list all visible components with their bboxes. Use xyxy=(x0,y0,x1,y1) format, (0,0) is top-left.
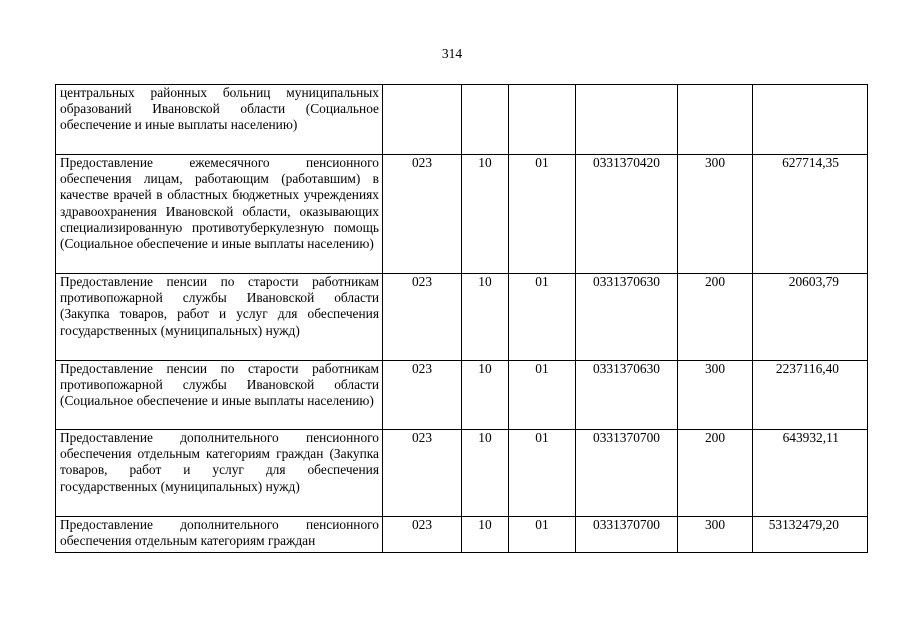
cell-amount: 643932,11 xyxy=(753,430,868,517)
cell-subsection-code xyxy=(509,85,576,155)
cell-ministry-code xyxy=(383,85,462,155)
table-row xyxy=(56,274,868,361)
cell-expense-type: 300 xyxy=(678,361,753,430)
cell-amount xyxy=(753,85,868,155)
cell-amount: 53132479,20 xyxy=(753,517,868,553)
cell-expense-type: 300 xyxy=(678,517,753,553)
cell-section-code: 10 xyxy=(462,155,509,274)
cell-target-article: 0331370630 xyxy=(576,361,678,430)
cell-description: Предоставление дополнительного пенсионного обеспечения отдельным категориям граждан (Закупка товаров, работ и услуг для обеспечения государственных (муниципальных) нужд) xyxy=(56,430,383,517)
table-body xyxy=(56,85,868,553)
table-row xyxy=(56,430,868,517)
cell-section-code: 10 xyxy=(462,361,509,430)
cell-ministry-code: 023 xyxy=(383,155,462,274)
cell-subsection-code: 01 xyxy=(509,155,576,274)
cell-ministry-code: 023 xyxy=(383,517,462,553)
cell-target-article: 0331370420 xyxy=(576,155,678,274)
cell-description: Предоставление ежемесячного пенсионного обеспечения лицам, работающим (работавшим) в качестве врачей в областных бюджетных учреждениях здравоохранения Ивановской области, оказывающих специализированную противотуберкулезную помощь (Социальное обеспечение и иные выплаты населению) xyxy=(56,155,383,274)
table-row xyxy=(56,517,868,553)
cell-amount: 2237116,40 xyxy=(753,361,868,430)
cell-section-code xyxy=(462,85,509,155)
cell-expense-type: 300 xyxy=(678,155,753,274)
cell-target-article: 0331370700 xyxy=(576,430,678,517)
cell-ministry-code: 023 xyxy=(383,361,462,430)
cell-subsection-code: 01 xyxy=(509,430,576,517)
cell-amount: 20603,79 xyxy=(753,274,868,361)
page-number: 314 xyxy=(441,46,463,61)
table-row xyxy=(56,155,868,274)
cell-description: Предоставление пенсии по старости работникам противопожарной службы Ивановской области (Закупка товаров, работ и услуг для обеспечения государственных (муниципальных) нужд) xyxy=(56,274,383,361)
cell-section-code: 10 xyxy=(462,430,509,517)
cell-target-article: 0331370630 xyxy=(576,274,678,361)
cell-subsection-code: 01 xyxy=(509,361,576,430)
cell-description: Предоставление пенсии по старости работникам противопожарной службы Ивановской области (Социальное обеспечение и иные выплаты населению) xyxy=(56,361,383,430)
cell-target-article: 0331370700 xyxy=(576,517,678,553)
cell-description: Предоставление дополнительного пенсионного обеспечения отдельным категориям граждан xyxy=(56,517,383,553)
cell-section-code: 10 xyxy=(462,274,509,361)
cell-description: центральных районных больниц муниципальных образований Ивановской области (Социальное обеспечение и иные выплаты населению) xyxy=(56,85,383,155)
cell-target-article xyxy=(576,85,678,155)
cell-ministry-code: 023 xyxy=(383,274,462,361)
cell-section-code: 10 xyxy=(462,517,509,553)
cell-expense-type xyxy=(678,85,753,155)
cell-subsection-code: 01 xyxy=(509,517,576,553)
table-row xyxy=(56,361,868,430)
cell-ministry-code: 023 xyxy=(383,430,462,517)
cell-subsection-code: 01 xyxy=(509,274,576,361)
budget-table xyxy=(55,84,868,553)
cell-expense-type: 200 xyxy=(678,274,753,361)
table-row xyxy=(56,85,868,155)
cell-amount: 627714,35 xyxy=(753,155,868,274)
cell-expense-type: 200 xyxy=(678,430,753,517)
